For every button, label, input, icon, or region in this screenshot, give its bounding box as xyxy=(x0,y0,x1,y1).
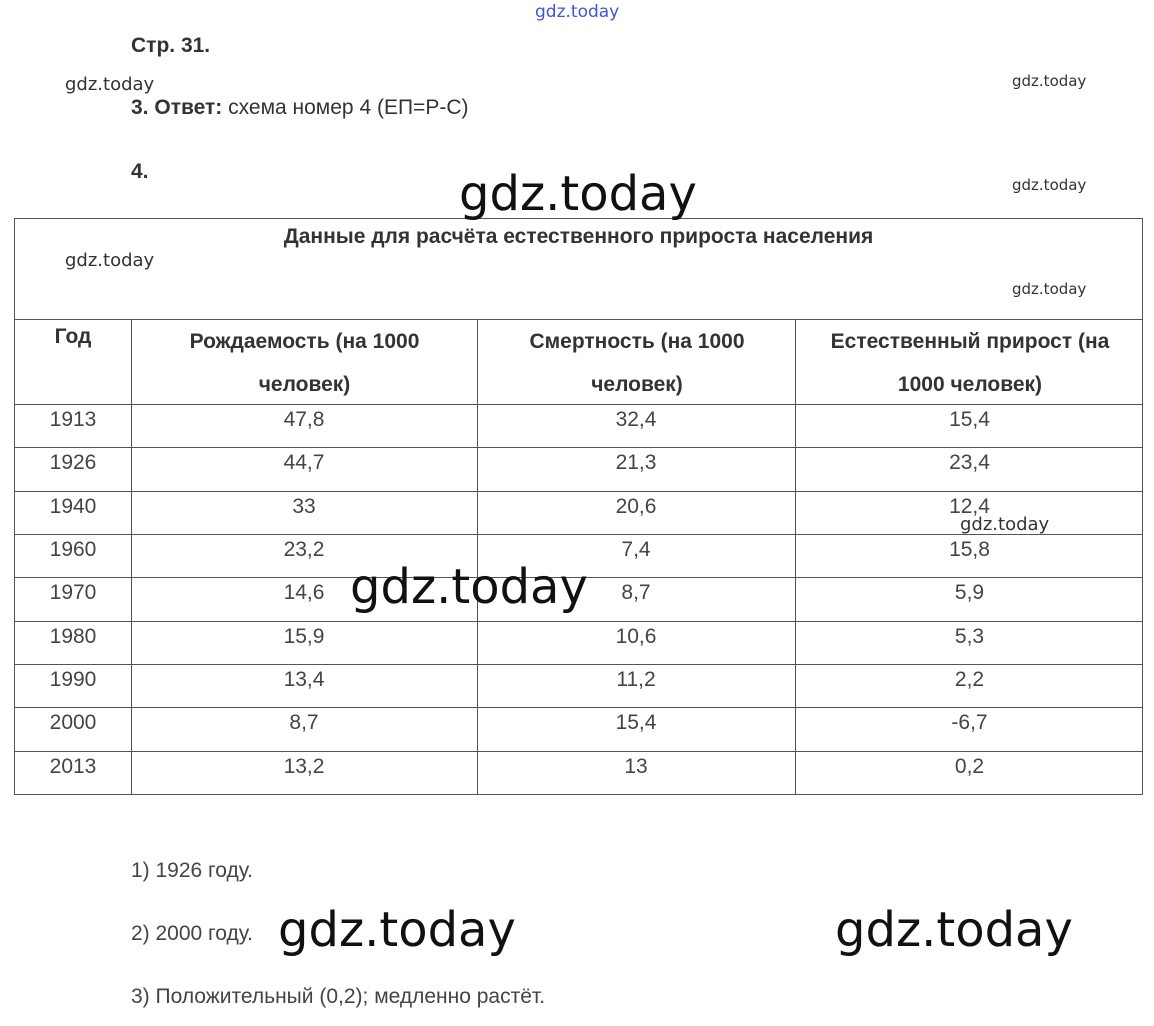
cell-birth: 13,4 xyxy=(283,668,325,691)
answer-3-number: 3. xyxy=(131,96,149,119)
cell-birth: 44,7 xyxy=(283,451,325,475)
table-row xyxy=(15,665,1142,708)
cell-year: 1970 xyxy=(49,581,97,605)
answer-item-1: 1) 1926 году. xyxy=(131,859,253,882)
watermark: gdz.today xyxy=(350,559,588,615)
cell-death: 20,6 xyxy=(615,494,657,518)
cell-birth: 13,2 xyxy=(283,754,325,778)
cell-death: 32,4 xyxy=(615,408,657,431)
watermark: gdz.today xyxy=(835,902,1073,958)
cell-year: 1980 xyxy=(49,624,97,648)
watermark: gdz.today xyxy=(1012,72,1087,90)
table-row xyxy=(15,752,1142,795)
cell-growth: 15,4 xyxy=(949,408,990,431)
watermark: gdz.today xyxy=(535,2,620,22)
cell-death: 15,4 xyxy=(615,711,657,735)
cell-growth: 12,4 xyxy=(949,494,990,518)
cell-year: 2000 xyxy=(49,711,97,735)
cell-birth: 14,6 xyxy=(283,581,325,605)
watermark: gdz.today xyxy=(459,166,697,222)
column-header-natural-growth: Естественный прирост (на 1000 человек) xyxy=(830,330,1110,396)
cell-birth: 23,2 xyxy=(283,538,325,561)
cell-year: 1990 xyxy=(49,668,97,691)
cell-year: 1913 xyxy=(49,408,97,431)
cell-birth: 8,7 xyxy=(289,711,319,735)
cell-year: 1926 xyxy=(49,451,97,475)
cell-death: 7,4 xyxy=(621,538,651,561)
cell-growth: 5,3 xyxy=(954,624,985,648)
column-divider xyxy=(795,320,796,794)
cell-growth: 5,9 xyxy=(954,581,985,605)
cell-birth: 47,8 xyxy=(283,408,325,431)
cell-birth: 33 xyxy=(292,494,316,518)
population-table xyxy=(14,218,1143,795)
cell-growth: 23,4 xyxy=(949,451,990,475)
answer-3-text: схема номер 4 (ЕП=Р-С) xyxy=(228,96,469,119)
column-header-birth-rate: Рождаемость (на 1000 человек) xyxy=(189,330,420,396)
column-header-year: Год xyxy=(54,325,92,348)
answer-item-2: 2) 2000 году. xyxy=(131,922,253,945)
watermark: gdz.today xyxy=(65,250,155,271)
cell-death: 10,6 xyxy=(615,624,657,648)
answer-3 xyxy=(131,96,468,120)
cell-growth: -6,7 xyxy=(951,711,988,735)
cell-year: 1960 xyxy=(49,538,97,561)
table-caption: Данные для расчёта естественного прироста населения xyxy=(15,219,1142,320)
page-reference: Стр. 31. xyxy=(131,34,211,57)
cell-growth: 2,2 xyxy=(954,668,985,691)
cell-death: 8,7 xyxy=(621,581,651,605)
table-row xyxy=(15,622,1142,665)
answer-item-3: 3) Положительный (0,2); медленно растёт. xyxy=(131,985,546,1008)
answer-3-label: Ответ: xyxy=(154,96,223,119)
column-divider xyxy=(477,320,478,794)
watermark: gdz.today xyxy=(1012,280,1087,298)
watermark: gdz.today xyxy=(65,74,155,95)
cell-birth: 15,9 xyxy=(283,624,325,648)
cell-death: 11,2 xyxy=(616,668,656,691)
watermark: gdz.today xyxy=(960,514,1050,535)
watermark: gdz.today xyxy=(1012,176,1087,194)
cell-year: 1940 xyxy=(49,494,97,518)
column-header-death-rate: Смертность (на 1000 человек) xyxy=(529,330,745,396)
cell-death: 21,3 xyxy=(615,451,657,475)
task-4-number: 4. xyxy=(131,160,149,183)
table-row xyxy=(15,405,1142,448)
table-row xyxy=(15,448,1142,491)
column-divider xyxy=(131,320,132,794)
cell-growth: 0,2 xyxy=(954,754,985,778)
cell-year: 2013 xyxy=(49,754,97,778)
cell-death: 13 xyxy=(624,754,648,778)
watermark: gdz.today xyxy=(278,902,516,958)
cell-growth: 15,8 xyxy=(949,538,990,561)
table-row xyxy=(15,708,1142,751)
